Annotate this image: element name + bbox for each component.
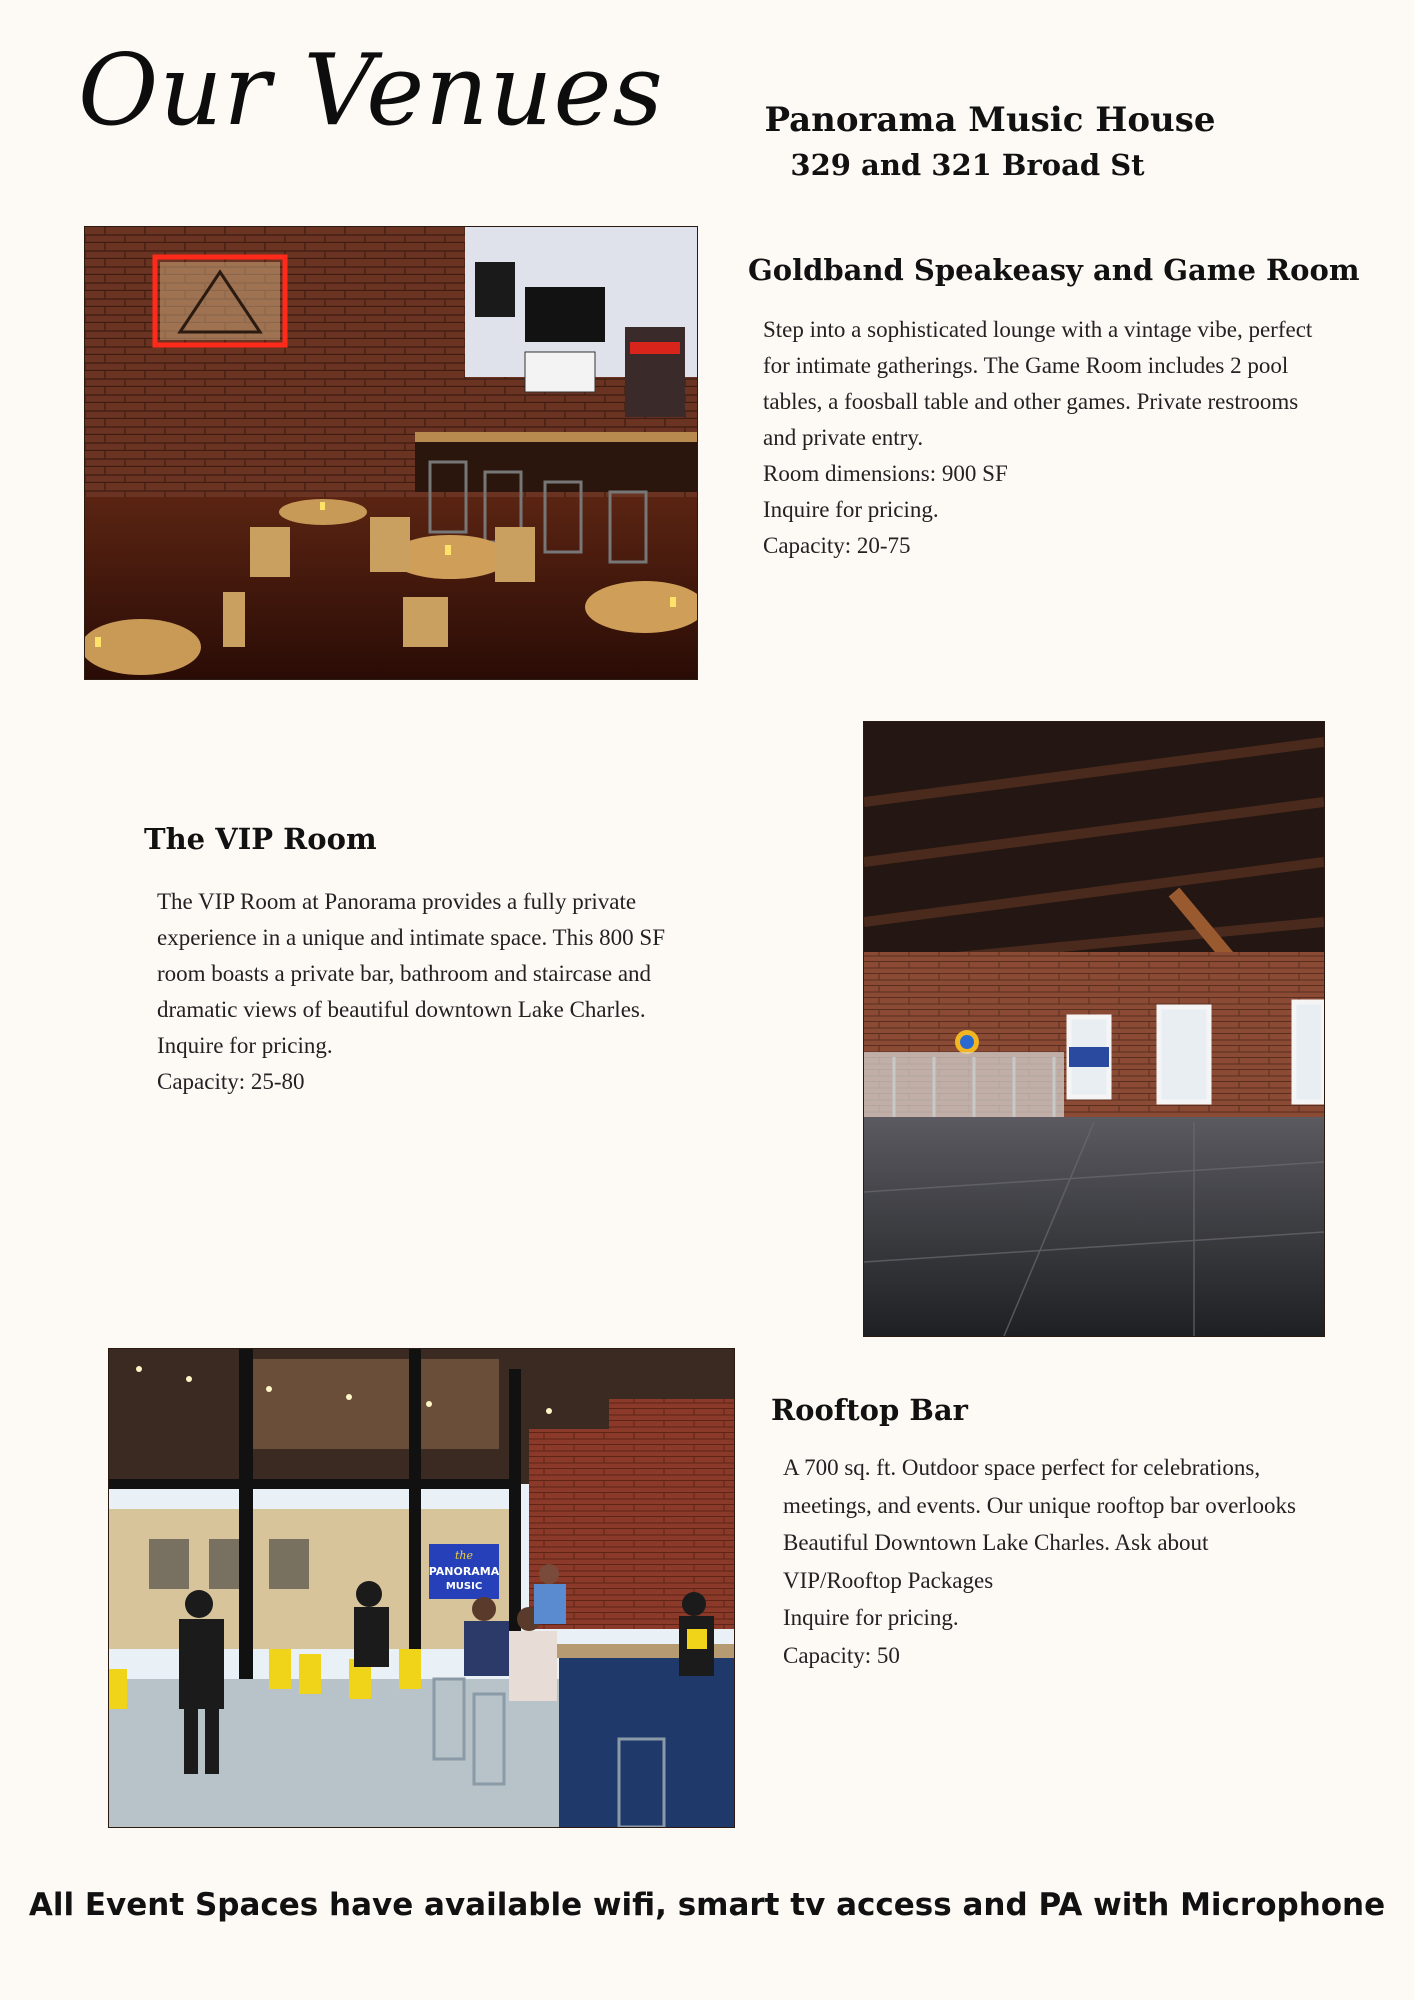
footer-amenities-note: All Event Spaces have available wifi, smart tv access and PA with Microphone [28, 1887, 1386, 1923]
venue-house-name: Panorama Music House [764, 100, 1216, 140]
panorama-banner-line1: the [454, 1549, 474, 1562]
venue-house-address: 329 and 321 Broad St [790, 148, 1145, 182]
venue-capacity: Capacity: 50 [783, 1642, 900, 1668]
venue-description-vip-room [157, 884, 707, 1100]
venue-title-vip-room: The VIP Room [144, 822, 377, 856]
rooftop-bar-photo [108, 1348, 735, 1828]
venue-title-speakeasy: Goldband Speakeasy and Game Room [748, 253, 1360, 287]
venue-description-text: Step into a sophisticated lounge with a vintage vibe, perfect for intimate gatherings. The Game Room includes 2 pool tables, a foosball table and other games. Private restrooms and private entry. [763, 317, 1313, 450]
panorama-banner-line2: PANORAMA [428, 1565, 500, 1578]
venue-description-rooftop-bar [783, 1449, 1323, 1674]
venue-pricing: Inquire for pricing. [783, 1605, 959, 1630]
vip-room-photo [863, 721, 1325, 1337]
venue-description-text: A 700 sq. ft. Outdoor space perfect for celebrations, meetings, and events. Our unique rooftop bar overlooks Beautiful Downtown Lake Charles. Ask about VIP/Rooftop Packages [783, 1455, 1296, 1593]
speakeasy-photo [84, 226, 698, 680]
page-title: Our Venues [78, 34, 664, 148]
venue-pricing: Inquire for pricing. [763, 497, 939, 522]
venue-capacity: Capacity: 25-80 [157, 1069, 305, 1094]
venue-description-text: The VIP Room at Panorama provides a fully private experience in a unique and intimate space. This 800 SF room boasts a private bar, bathroom and staircase and dramatic views of beautiful downtown Lake Charles. [157, 889, 665, 1022]
venue-dimensions: Room dimensions: 900 SF [763, 461, 1008, 486]
venue-title-rooftop-bar: Rooftop Bar [771, 1393, 968, 1427]
panorama-banner-line3: MUSIC [445, 1581, 483, 1592]
venue-capacity: Capacity: 20-75 [763, 533, 911, 558]
venue-pricing: Inquire for pricing. [157, 1033, 333, 1058]
venue-description-speakeasy [763, 312, 1323, 564]
